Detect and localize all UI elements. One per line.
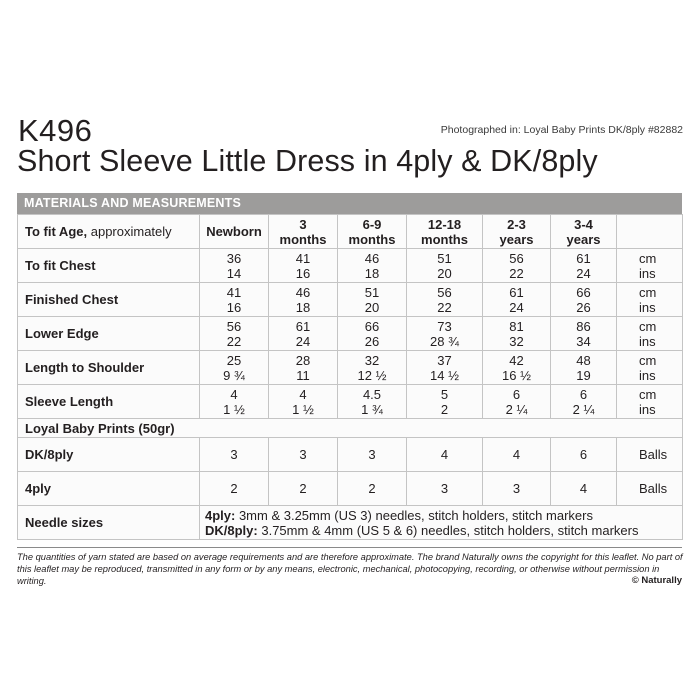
row-label: Length to Shoulder [18, 351, 200, 385]
pattern-code: K496 [18, 113, 93, 148]
measurement-value: 37 14 ½ [407, 351, 483, 385]
measurement-value: 6 2 ¼ [551, 385, 617, 419]
size-header: 3-4 years [551, 215, 617, 249]
yarn-row [18, 472, 683, 506]
yarn-row [18, 438, 683, 472]
size-header: Newborn [200, 215, 269, 249]
ball-count: 2 [200, 472, 269, 506]
ball-count: 3 [269, 438, 338, 472]
age-label: To fit Age, approximately [18, 215, 200, 249]
pattern-title: Short Sleeve Little Dress in 4ply & DK/8ply [17, 144, 598, 178]
measurement-row [18, 351, 683, 385]
measurement-value: 5 2 [407, 385, 483, 419]
measurement-value: 51 20 [338, 283, 407, 317]
size-header: 2-3 years [483, 215, 551, 249]
ball-count: 4 [483, 438, 551, 472]
size-header: 12-18 months [407, 215, 483, 249]
ball-count: 4 [551, 472, 617, 506]
measurement-value: 61 24 [551, 249, 617, 283]
ball-count: 3 [483, 472, 551, 506]
measurement-value: 61 24 [269, 317, 338, 351]
measurement-value: 46 18 [269, 283, 338, 317]
unit-label: cm ins [617, 385, 683, 419]
row-label: 4ply [18, 472, 200, 506]
unit-label: cm ins [617, 317, 683, 351]
measurement-value: 32 12 ½ [338, 351, 407, 385]
row-label: To fit Chest [18, 249, 200, 283]
unit-label: Balls [617, 438, 683, 472]
unit-label: Balls [617, 472, 683, 506]
measurement-value: 66 26 [338, 317, 407, 351]
size-header: 6-9 months [338, 215, 407, 249]
row-label: Sleeve Length [18, 385, 200, 419]
measurement-value: 41 16 [200, 283, 269, 317]
measurement-value: 66 26 [551, 283, 617, 317]
measurement-value: 46 18 [338, 249, 407, 283]
age-header-row [18, 215, 683, 249]
unit-label: cm ins [617, 249, 683, 283]
ball-count: 3 [338, 438, 407, 472]
row-label: Needle sizes [18, 506, 200, 540]
measurement-value: 56 22 [407, 283, 483, 317]
measurement-value: 81 32 [483, 317, 551, 351]
unit-header [617, 215, 683, 249]
measurement-value: 36 14 [200, 249, 269, 283]
yarn-heading: Loyal Baby Prints (50gr) [18, 419, 683, 438]
photographed-in-note: Photographed in: Loyal Baby Prints DK/8ply #82882 [440, 124, 683, 136]
row-label: Finished Chest [18, 283, 200, 317]
size-header: 3 months [269, 215, 338, 249]
measurement-value: 51 20 [407, 249, 483, 283]
measurement-value: 28 11 [269, 351, 338, 385]
measurement-row [18, 385, 683, 419]
ball-count: 4 [407, 438, 483, 472]
materials-sheet [17, 193, 682, 540]
section-title-bar: MATERIALS AND MEASUREMENTS [17, 193, 682, 214]
copyright-disclaimer: The quantities of yarn stated are based on average requirements and are therefore approximate. The brand Naturally owns the copyright for this leaflet. No part of this leaflet may be reproduced, transmitted in any form or by any means, electronic, mechanical, photocopying, recording, or otherwise without permission in writing. [17, 552, 683, 586]
row-label: DK/8ply [18, 438, 200, 472]
ball-count: 2 [269, 472, 338, 506]
unit-label: cm ins [617, 283, 683, 317]
row-label: Lower Edge [18, 317, 200, 351]
ball-count: 6 [551, 438, 617, 472]
yarn-heading-row [18, 419, 683, 438]
measurements-table [17, 214, 683, 540]
ball-count: 3 [200, 438, 269, 472]
unit-label: cm ins [617, 351, 683, 385]
footer-rule-top [17, 547, 682, 548]
measurement-value: 41 16 [269, 249, 338, 283]
measurement-value: 86 34 [551, 317, 617, 351]
copyright-mark: © Naturally [631, 575, 682, 586]
needle-sizes-text: 4ply: 3mm & 3.25mm (US 3) needles, stitch holders, stitch markers DK/8ply: 3.75mm & 4mm (US 5 & 6) needles, stitch holders, stitch markers [200, 506, 683, 540]
measurement-value: 61 24 [483, 283, 551, 317]
measurement-value: 56 22 [200, 317, 269, 351]
measurement-row [18, 317, 683, 351]
measurement-value: 4.5 1 ¾ [338, 385, 407, 419]
measurement-value: 6 2 ¼ [483, 385, 551, 419]
needles-row [18, 506, 683, 540]
measurement-row [18, 249, 683, 283]
measurement-row [18, 283, 683, 317]
measurement-value: 73 28 ¾ [407, 317, 483, 351]
ball-count: 3 [407, 472, 483, 506]
measurement-value: 42 16 ½ [483, 351, 551, 385]
measurement-value: 56 22 [483, 249, 551, 283]
ball-count: 2 [338, 472, 407, 506]
measurement-value: 4 1 ½ [200, 385, 269, 419]
measurement-value: 48 19 [551, 351, 617, 385]
measurement-value: 25 9 ¾ [200, 351, 269, 385]
measurement-value: 4 1 ½ [269, 385, 338, 419]
